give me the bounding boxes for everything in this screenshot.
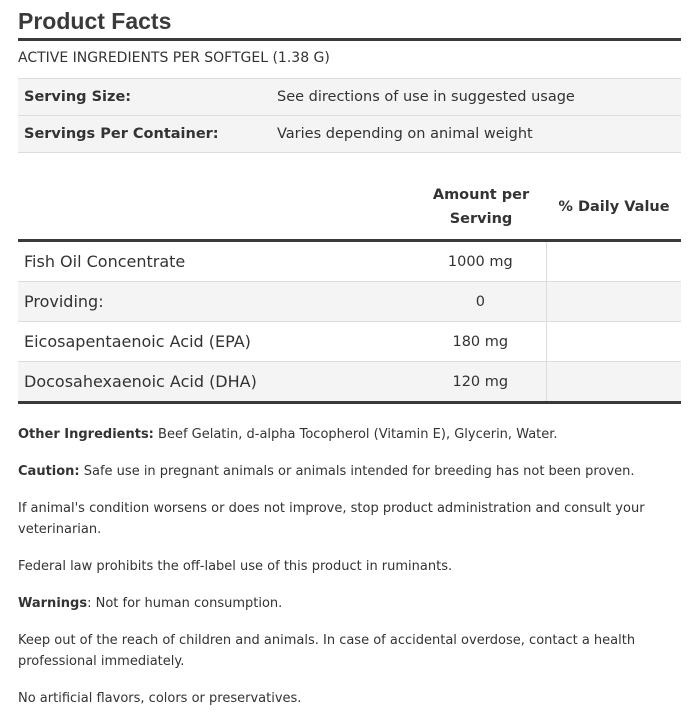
ingredient-daily-value xyxy=(547,242,681,281)
table-row xyxy=(18,282,681,322)
table-bottom-divider xyxy=(18,401,681,404)
ingredient-name: Eicosapentaenoic Acid (EPA) xyxy=(24,332,251,351)
table-row xyxy=(18,362,681,402)
table-row xyxy=(18,322,681,362)
no-artificial-note: No artificial flavors, colors or preservatives. xyxy=(18,691,302,706)
other-ingredients xyxy=(18,424,681,445)
federal-law-note: Federal law prohibits the off-label use of this product in ruminants. xyxy=(18,559,453,574)
product-notes xyxy=(18,424,681,709)
warnings-label: Warnings xyxy=(18,596,88,611)
other-ingredients-text: Beef Gelatin, d-alpha Tocopherol (Vitamin E), Glycerin, Water. xyxy=(153,427,558,442)
active-ingredients-heading: ACTIVE INGREDIENTS PER SOFTGEL (1.38 G) xyxy=(18,50,330,66)
caution-text: Safe use in pregnant animals or animals intended for breeding has not been proven. xyxy=(79,464,635,479)
facts-table-header xyxy=(18,153,681,239)
serving-size-label: Serving Size: xyxy=(24,89,132,105)
page-title: Product Facts xyxy=(18,8,172,34)
warnings-note xyxy=(18,593,681,614)
serving-size-value: See directions of use in suggested usage xyxy=(277,89,575,105)
caution-note xyxy=(18,461,681,482)
servings-per-container-label: Servings Per Container: xyxy=(24,126,219,142)
ingredient-amount: 120 mg xyxy=(414,362,547,401)
amount-header-line1: Amount per xyxy=(432,187,530,203)
ingredient-daily-value xyxy=(547,282,681,321)
amount-per-serving-header xyxy=(415,183,547,239)
serving-size-row xyxy=(18,79,681,116)
keep-out-note: Keep out of the reach of children and animals. In case of accidental overdose, contact a health professional immediately. xyxy=(18,633,636,669)
ingredient-amount: 180 mg xyxy=(414,322,547,361)
amount-header-line2: Serving xyxy=(449,211,513,227)
ingredient-amount: 1000 mg xyxy=(414,242,547,281)
other-ingredients-label: Other Ingredients: xyxy=(18,427,154,442)
servings-per-container-row xyxy=(18,116,681,153)
daily-value-header: % Daily Value xyxy=(558,199,670,215)
condition-note: If animal's condition worsens or does not improve, stop product administration and consult your veterinarian. xyxy=(18,501,645,537)
ingredient-name: Docosahexaenoic Acid (DHA) xyxy=(24,372,257,391)
warnings-text: : Not for human consumption. xyxy=(87,596,283,611)
product-facts-panel xyxy=(18,0,681,709)
ingredient-daily-value xyxy=(547,322,681,361)
caution-label: Caution: xyxy=(18,464,80,479)
servings-per-container-value: Varies depending on animal weight xyxy=(277,126,533,142)
ingredient-name: Fish Oil Concentrate xyxy=(24,252,186,271)
serving-info xyxy=(18,78,681,153)
ingredient-amount: 0 xyxy=(414,282,547,321)
ingredient-daily-value xyxy=(547,362,681,401)
table-row xyxy=(18,242,681,282)
ingredient-name: Providing: xyxy=(24,292,104,311)
